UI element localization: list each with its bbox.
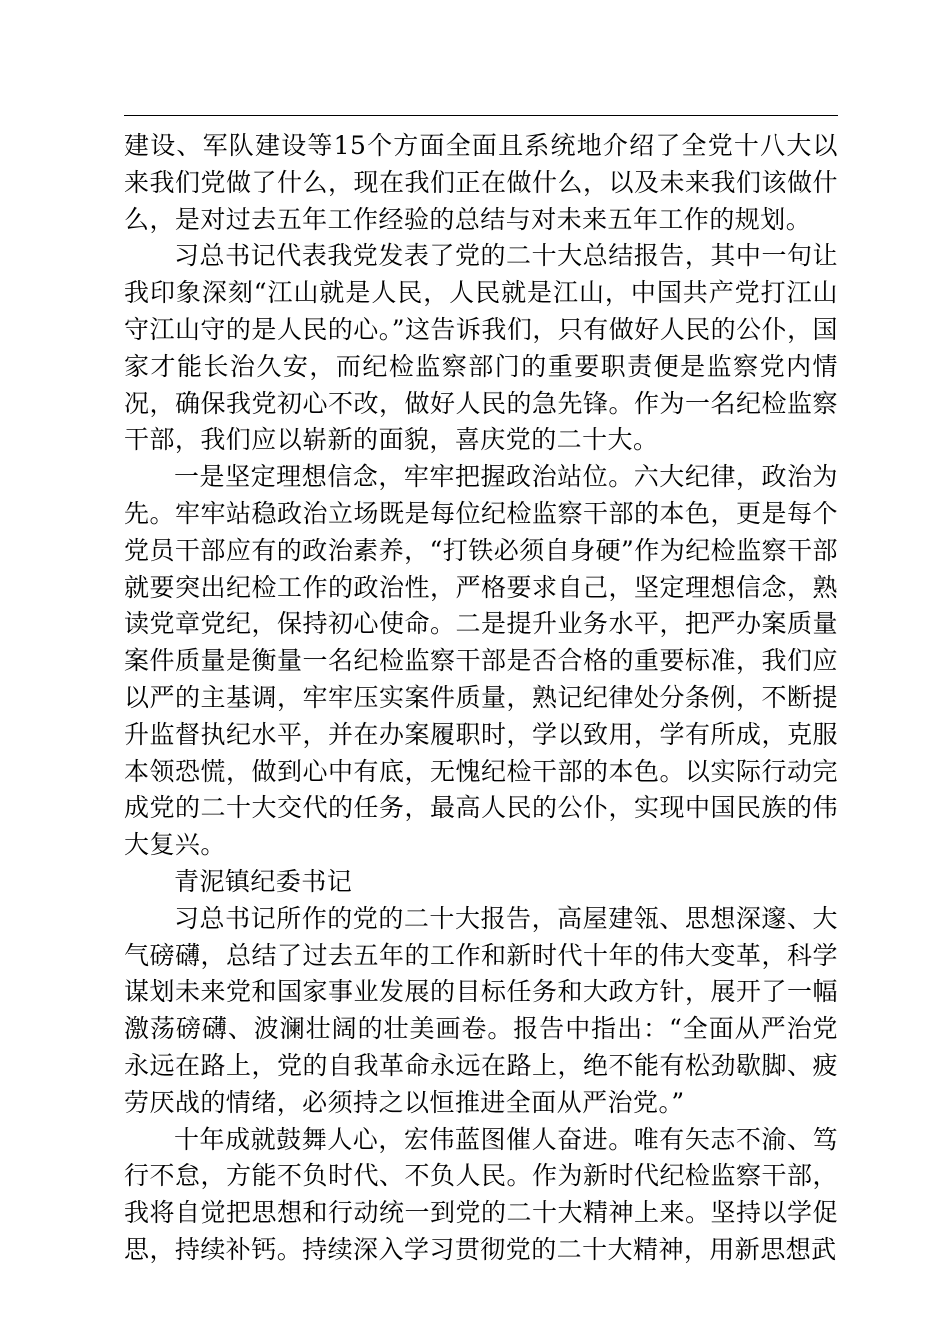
paragraph-report-quote: 习总书记所作的党的二十大报告，高屋建瓴、思想深邃、大气磅礴，总结了过去五年的工作和新时代十年的伟大变革，科学谋划未来党和国家事业发展的目标任务和大政方针，展开了一幅激荡磅礴、波澜壮阔的壮美画卷。报告中指出：“全面从严治党永远在路上，党的自我革命永远在路上，绝不能有松劲歇脚、疲劳厌战的情绪，必须持之以恒推进全面从严治党。” (124, 903, 838, 1117)
paragraph-continuation: 建设、军队建设等15个方面全面且系统地介绍了全党十八大以来我们党做了什么，现在我们正在做什么，以及未来我们该做什么，是对过去五年工作经验的总结与对未来五年工作的规划。 (124, 131, 838, 234)
paragraph-report-summary: 习总书记代表我党发表了党的二十大总结报告，其中一句让我印象深刻“江山就是人民，人民就是江山，中国共产党打江山守江山守的是人民的心。”这告诉我们，只有做好人民的公仆，国家才能长治久安，而纪检监察部门的重要职责便是监察党内情况，确保我党初心不改，做好人民的急先锋。作为一名纪检监察干部，我们应以崭新的面貌，喜庆党的二十大。 (124, 241, 838, 455)
header-rule (124, 115, 838, 116)
paragraph-achievements: 十年成就鼓舞人心，宏伟蓝图催人奋进。唯有矢志不渝、笃行不怠，方能不负时代、不负人民。作为新时代纪检监察干部，我将自觉把思想和行动统一到党的二十大精神上来。坚持以学促思，持续补钙。持续深入学习贯彻党的二十大精神，用新思想武 (124, 1124, 838, 1264)
document-body (124, 128, 838, 1269)
paragraph-ideals-and-skills: 一是坚定理想信念，牢牢把握政治站位。六大纪律，政治为先。牢牢站稳政治立场既是每位纪检监察干部的本色，更是每个党员干部应有的政治素养，“打铁必须自身硬”作为纪检监察干部就要突出纪检工作的政治性，严格要求自己，坚定理想信念，熟读党章党纪，保持初心使命。二是提升业务水平，把严办案质量案件质量是衡量一名纪检监察干部是否合格的重要标准，我们应以严的主基调，牢牢压实案件质量，熟记纪律处分条例，不断提升监督执纪水平，并在办案履职时，学以致用，学有所成，克服本领恐慌，做到心中有底，无愧纪检干部的本色。以实际行动完成党的二十大交代的任务，最高人民的公仆，实现中国民族的伟大复兴。 (124, 462, 838, 860)
author-title: 青泥镇纪委书记 (174, 866, 353, 896)
